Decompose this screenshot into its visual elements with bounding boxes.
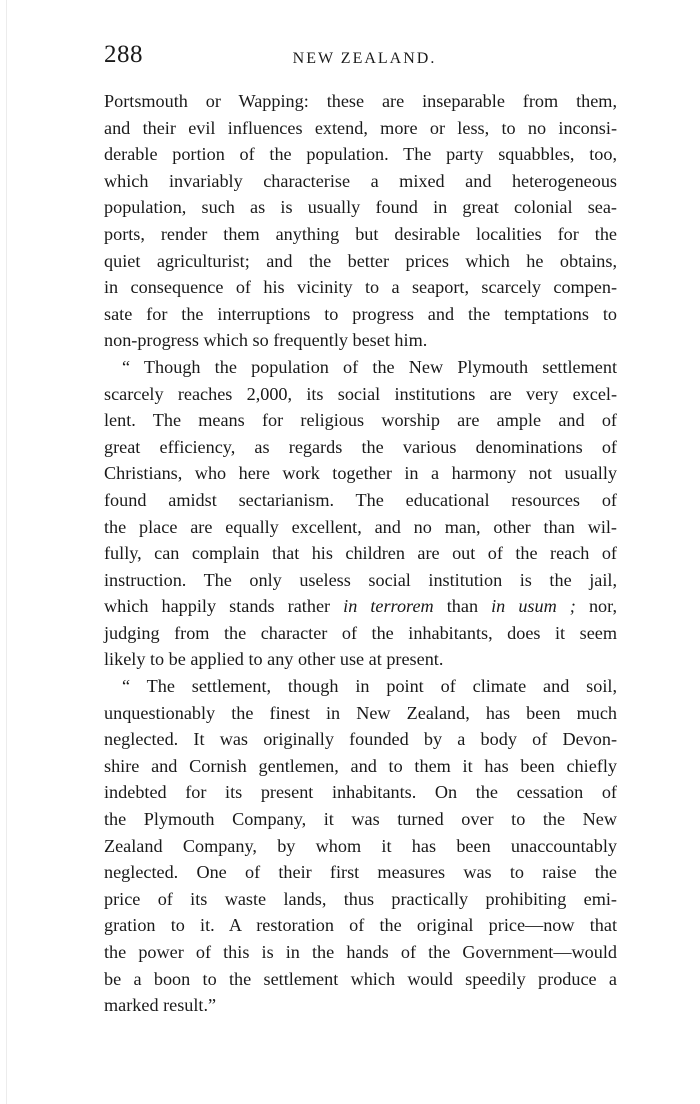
text-line: Portsmouth or Wapping: these are inseparable from them,	[104, 91, 617, 111]
paragraph-1	[104, 88, 617, 354]
italic-phrase: in terrorem	[343, 596, 434, 617]
running-head: NEW ZEALAND.	[292, 50, 437, 67]
text-line: indebted for its present inhabitants. On the cessation of	[104, 782, 617, 803]
text-line: Zealand Company, by whom it has been unaccountably	[104, 835, 617, 856]
text-line: Christians, who here work together in a harmony not usually	[104, 463, 617, 484]
text-line: scarcely reaches 2,000, its social institutions are very excel-	[104, 383, 617, 404]
text-line-with-italics	[104, 593, 617, 620]
text-line: found amidst sectarianism. The educational resources of	[104, 489, 617, 510]
text-line: price of its waste lands, thus practically prohibiting emi-	[104, 888, 617, 909]
text-segment: than	[433, 596, 492, 617]
text-line: instruction. The only useless social institution is the jail,	[104, 569, 617, 590]
text-line: shire and Cornish gentlemen, and to them it has been chiefly	[104, 755, 617, 776]
text-line: which invariably characterise a mixed and heterogeneous	[104, 170, 617, 191]
text-line: unquestionably the finest in New Zealand, has been much	[104, 702, 617, 723]
paragraph-2	[104, 354, 617, 673]
text-line: neglected. It was originally founded by a body of Devon-	[104, 729, 617, 750]
paragraph-3	[104, 673, 617, 1019]
italic-phrase: in usum ;	[491, 596, 576, 617]
text-line: fully, can complain that his children are out of the reach of	[104, 543, 617, 564]
text-line: in consequence of his vicinity to a seaport, scarcely compen-	[104, 277, 617, 298]
body-text	[104, 88, 617, 1019]
text-line: ports, render them anything but desirable localities for the	[104, 223, 617, 244]
text-line: be a boon to the settlement which would speedily produce a	[104, 968, 617, 989]
text-line: the place are equally excellent, and no man, other than wil-	[104, 516, 617, 537]
text-line: great efficiency, as regards the various denominations of	[104, 436, 617, 457]
text-line: derable portion of the population. The party squabbles, too,	[104, 144, 617, 165]
text-line: non-progress which so frequently beset him.	[104, 330, 428, 351]
text-line: sate for the interruptions to progress and the temptations to	[104, 303, 617, 324]
text-line: the power of this is in the hands of the Government—would	[104, 942, 617, 962]
text-line: marked result.”	[104, 995, 217, 1016]
text-line: likely to be applied to any other use at present.	[104, 649, 444, 670]
text-line: quiet agriculturist; and the better prices which he obtains,	[104, 250, 617, 271]
page-edge-shadow	[6, 0, 7, 1104]
text-segment: which happily stands rather	[104, 596, 344, 617]
text-segment: nor,	[575, 596, 618, 617]
text-line: and their evil influences extend, more or less, to no inconsi-	[104, 117, 617, 138]
book-page	[104, 36, 617, 1019]
page-number: 288	[104, 41, 143, 68]
text-line: “ Though the population of the New Plymouth settlement	[122, 356, 617, 377]
text-line: neglected. One of their first measures was to raise the	[104, 862, 617, 883]
page-header	[104, 36, 617, 76]
text-line: gration to it. A restoration of the original price—now that	[104, 915, 617, 936]
text-line: lent. The means for religious worship are ample and of	[104, 410, 617, 431]
text-line: judging from the character of the inhabitants, does it seem	[104, 622, 617, 643]
text-line: population, such as is usually found in great colonial sea-	[104, 197, 617, 218]
text-line: “ The settlement, though in point of climate and soil,	[122, 676, 617, 697]
text-line: the Plymouth Company, it was turned over to the New	[104, 809, 617, 830]
